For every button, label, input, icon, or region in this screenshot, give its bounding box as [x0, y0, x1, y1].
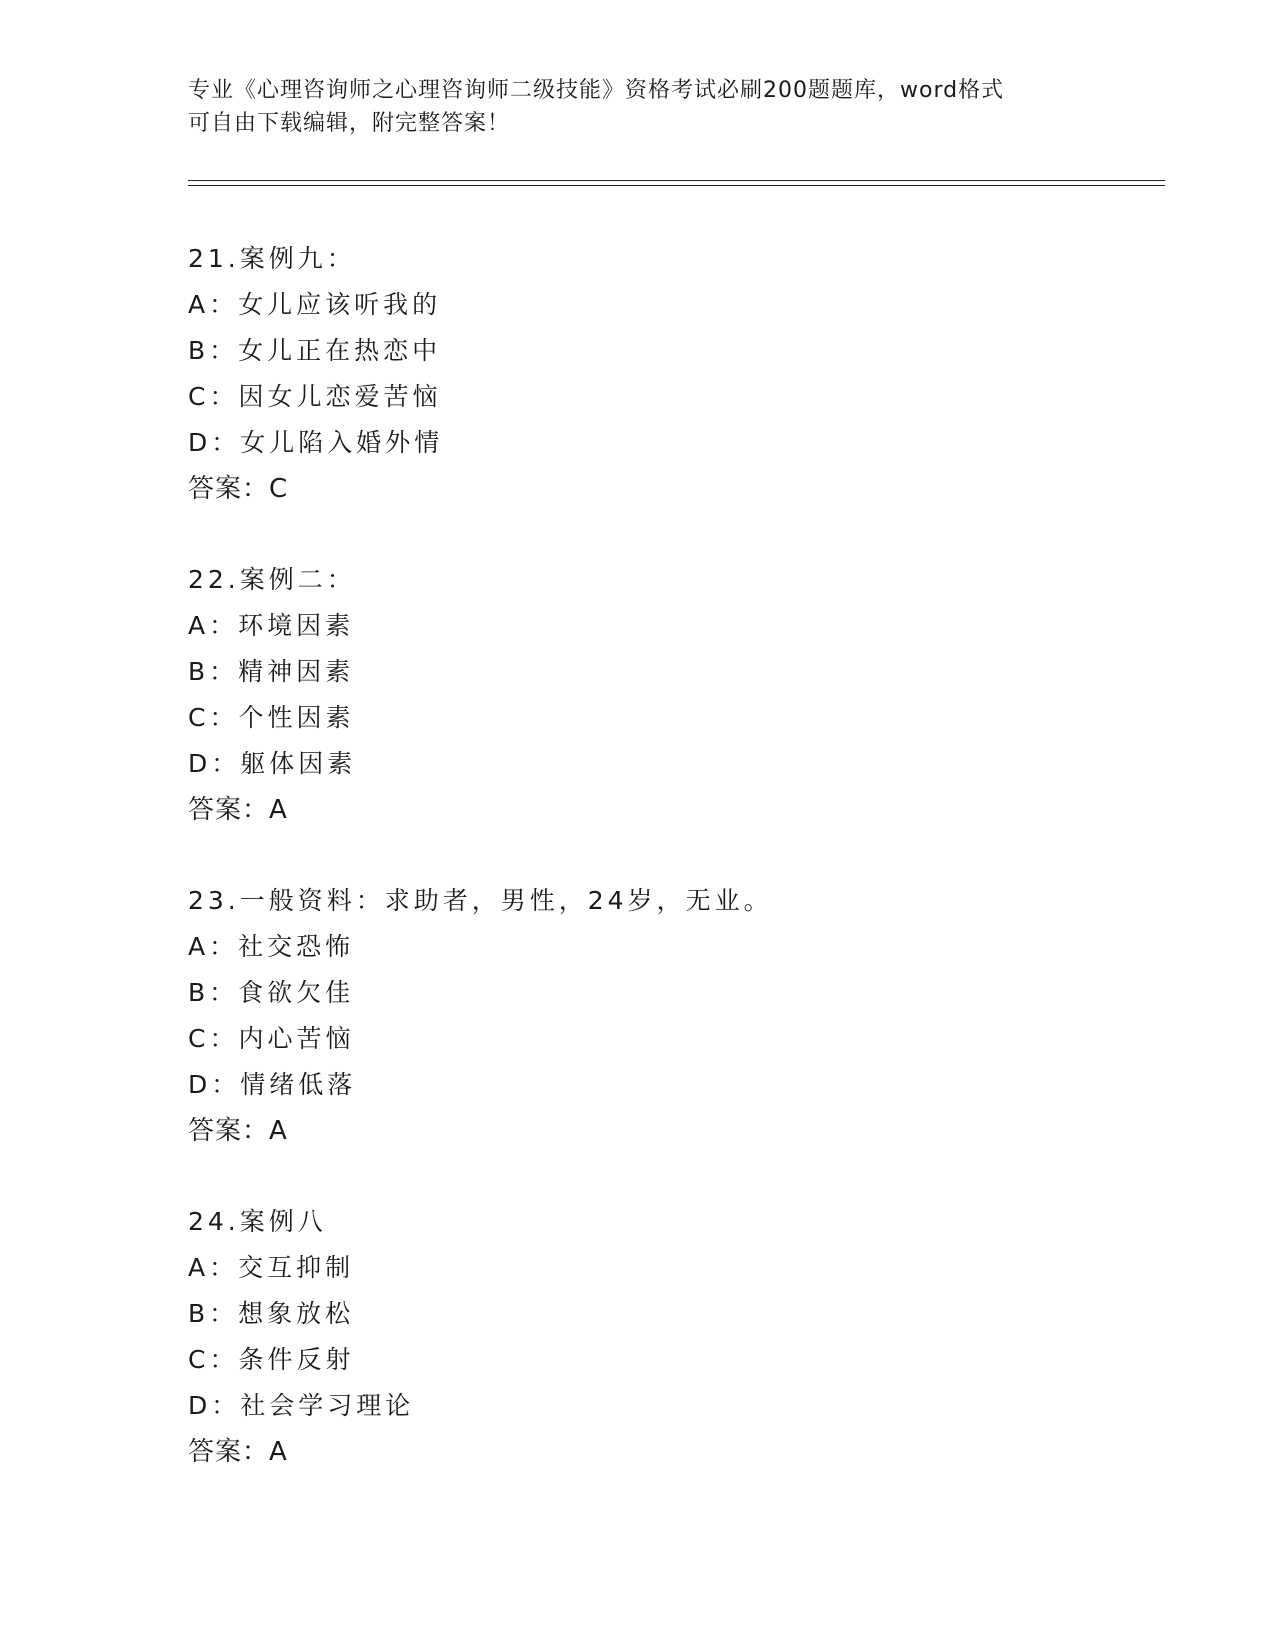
question-24	[188, 1199, 1088, 1520]
option-a: A：环境因素	[188, 611, 355, 640]
option-d: D：躯体因素	[188, 749, 357, 778]
header-divider-top	[188, 180, 1165, 181]
question-21	[188, 236, 1088, 557]
question-title: 23.一般资料：求助者，男性，24岁，无业。	[188, 886, 773, 915]
option-a: A：交互抑制	[188, 1253, 355, 1282]
option-d: D：女儿陷入婚外情	[188, 428, 444, 457]
question-title: 24.案例八	[188, 1207, 327, 1236]
answer-text: 答案：C	[188, 474, 289, 504]
answer-text: 答案：A	[188, 1437, 288, 1467]
option-b: B：想象放松	[188, 1299, 355, 1328]
document-header	[188, 74, 1068, 140]
option-b: B：食欲欠佳	[188, 978, 355, 1007]
header-divider-bottom	[188, 185, 1165, 186]
option-c: C：因女儿恋爱苦恼	[188, 382, 442, 411]
option-c: C：个性因素	[188, 703, 355, 732]
option-a: A：女儿应该听我的	[188, 290, 442, 319]
header-line-2: 可自由下载编辑，附完整答案！	[188, 111, 511, 136]
question-list	[188, 236, 1088, 1520]
option-d: D：社会学习理论	[188, 1391, 415, 1420]
option-c: C：条件反射	[188, 1345, 355, 1374]
answer-text: 答案：A	[188, 795, 288, 825]
question-title: 22.案例二：	[188, 565, 356, 594]
question-title: 21.案例九：	[188, 244, 356, 273]
question-22	[188, 557, 1088, 878]
answer-text: 答案：A	[188, 1116, 288, 1146]
option-b: B：精神因素	[188, 657, 355, 686]
option-a: A：社交恐怖	[188, 932, 355, 961]
option-c: C：内心苦恼	[188, 1024, 355, 1053]
option-d: D：情绪低落	[188, 1070, 357, 1099]
header-line-1: 专业《心理咨询师之心理咨询师二级技能》资格考试必刷200题题库，word格式	[188, 78, 1005, 103]
question-23	[188, 878, 1088, 1199]
option-b: B：女儿正在热恋中	[188, 336, 442, 365]
